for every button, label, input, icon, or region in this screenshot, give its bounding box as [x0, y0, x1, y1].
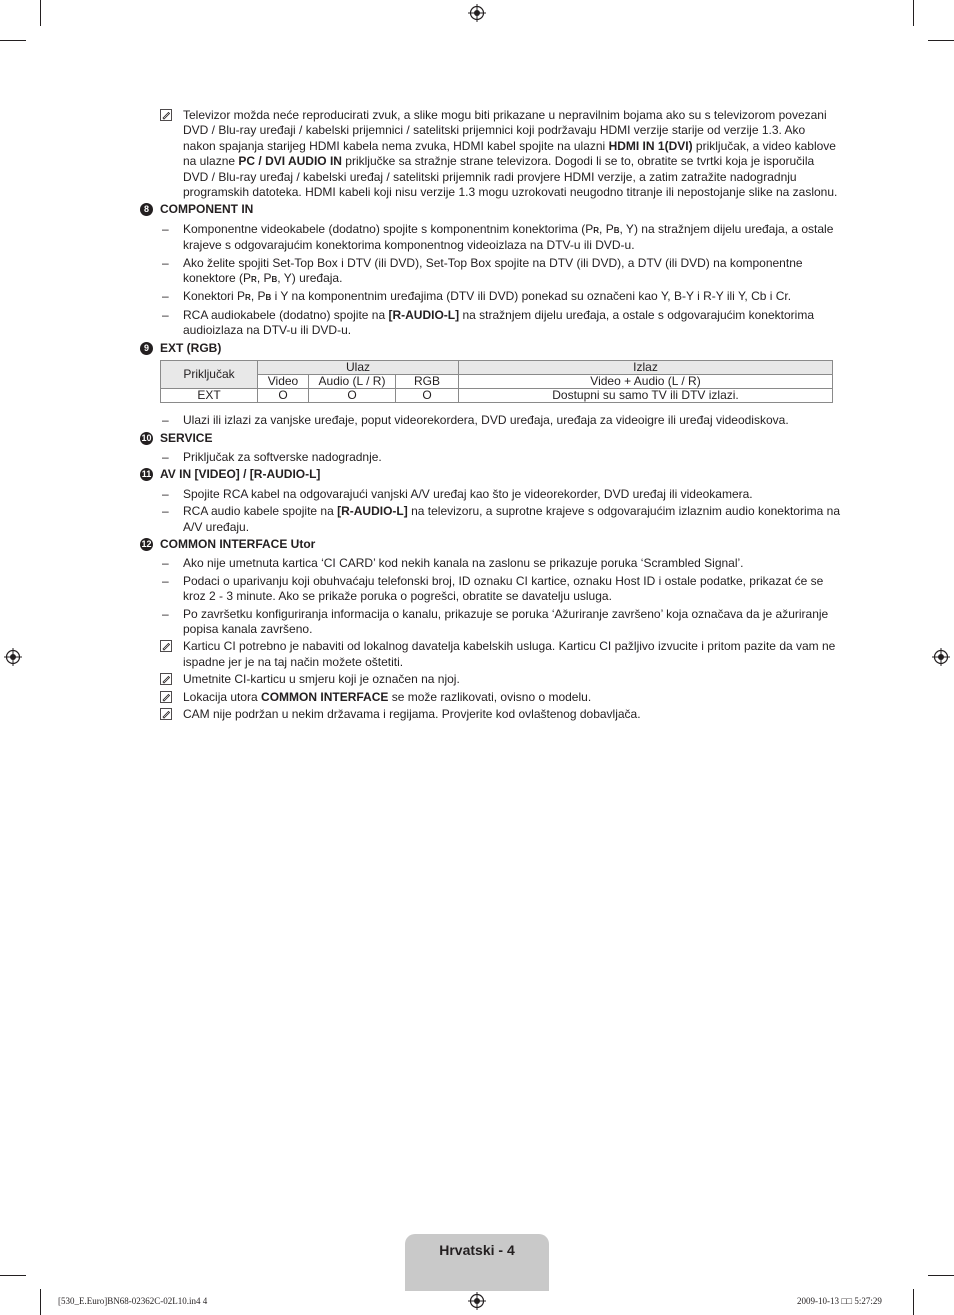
list-item: [140, 308, 840, 339]
crop-mark: [40, 1289, 41, 1315]
table-row: [161, 375, 833, 389]
text-run: RCA audiokabele (dodatno) spojite na: [183, 307, 389, 322]
section-heading: [140, 202, 840, 217]
item-text: [183, 690, 591, 704]
text-run: Komponentne videokabele (dodatno) spojite s komponentnim konektorima (P: [183, 221, 594, 236]
ext-rgb-table: [160, 360, 833, 403]
section-title: COMMON INTERFACE Utor: [160, 536, 316, 551]
section-number-icon: 11: [141, 469, 152, 480]
note-icon: [160, 109, 172, 121]
text-run: , P: [256, 271, 272, 286]
section-heading: [140, 431, 840, 446]
crop-mark: [40, 0, 41, 26]
table-cell: Video: [258, 375, 309, 389]
text-run: R: [251, 275, 257, 285]
item-text: [183, 574, 823, 603]
text-run: PC / DVI AUDIO IN: [238, 154, 342, 169]
list-item: [140, 487, 840, 502]
registration-mark-icon: [468, 1292, 486, 1310]
registration-mark-icon: [932, 648, 950, 666]
text-run: na stražnjem dijelu uređaja, a ostale s odgovarajućim konektorima audioizlaza na DTV-u ili DVD-u.: [183, 307, 814, 338]
text-run: B: [265, 293, 272, 303]
text-run: , P: [250, 289, 266, 304]
item-text: [183, 413, 789, 427]
dash-bullet-icon: –: [162, 221, 169, 236]
table-row: [161, 361, 833, 375]
item-text: [183, 222, 833, 252]
dash-bullet-icon: –: [162, 289, 169, 304]
list-item: [140, 222, 840, 254]
crop-mark: [0, 1275, 26, 1276]
table-cell: O: [258, 389, 309, 403]
item-text: [183, 450, 382, 464]
item-text: [183, 672, 460, 686]
list-item: [140, 256, 840, 288]
text-run: B: [613, 225, 620, 235]
dash-bullet-icon: –: [162, 307, 169, 322]
crop-mark: [928, 1275, 954, 1276]
note-icon: [160, 640, 172, 652]
item-text: [183, 256, 803, 285]
item-text: [183, 308, 814, 337]
text-run: , Y) na stražnjem dijelu uređaja, a ostale krajeve s odgovarajućim konektorima komponentnog videoizlaza na DTV-u ili DVD-u.: [183, 221, 834, 253]
table-cell: O: [396, 389, 459, 403]
section-number-icon: 8: [140, 203, 153, 216]
text-run: Lokacija utora: [183, 689, 262, 704]
text-run: HDMI IN 1(DVI): [608, 138, 693, 153]
section-number-icon: 12: [141, 538, 152, 549]
section-title: COMPONENT IN: [160, 202, 254, 217]
section-heading: [140, 537, 840, 552]
manual-content: [140, 108, 840, 724]
sections-list: [140, 202, 840, 722]
item-text: [183, 504, 840, 533]
dash-bullet-icon: –: [162, 413, 169, 428]
text-run: Konektori P: [183, 289, 246, 304]
crop-mark: [913, 1289, 914, 1315]
text-run: priključke sa stražnje strane televizora. Dogodi li se to, obratite se tvrtki koja je isporučila DVD / Blu-ray uređaj / kabelski uređaj / satelitski prijemnik radi provjere HDMI verzije, a zatim zatražite nadogradnju programskih datoteka. HDMI kabeli koji nisu verzije 1.3 mogu uzrokovati neugodno titranje ili nepostojanje slike na zaslonu.: [183, 154, 838, 200]
list-item: [140, 289, 840, 305]
text-run: Karticu CI potrebno je nabaviti od lokalnog davatelja kabelskih usluga. Karticu CI pažljivo izvucite i pritom pazite da vam ne ispadne jer je na taj način možete oštetiti.: [183, 639, 836, 669]
dash-bullet-icon: –: [162, 606, 169, 621]
item-text: [183, 556, 744, 570]
table-cell: Priključak: [161, 361, 258, 389]
note-item: [140, 639, 840, 670]
text-run: R: [593, 225, 600, 235]
list-item: [140, 450, 840, 465]
text-run: i Y na komponentnim uređajima (DTV ili DVD) ponekad su označeni kao Y, B-Y i R-Y ili Y, Cb i Cr.: [271, 289, 792, 304]
registration-mark-icon: [468, 4, 486, 22]
list-item: [140, 413, 840, 428]
crop-mark: [0, 40, 26, 41]
print-slug-right: 2009-10-13 □□ 5:27:29: [797, 1296, 882, 1306]
table-cell: Izlaz: [459, 361, 833, 375]
section-heading: [140, 467, 840, 482]
text-run: priključak, a video kablove na ulazne: [183, 138, 836, 169]
item-text: [183, 707, 641, 721]
text-run: Televizor možda neće reproducirati zvuk, a slike mogu biti prikazane u nepravilnim bojama ako su s televizorom povezani DVD / Blu-ray uređaji / kabelski prijemnici / satelitski prijemnici koji podržavaju HDMI verzije starije od verzije 1.3. Ako nakon spajanja starijeg HDMI kabela nema zvuka, HDMI kabel spojite na ulazni: [183, 108, 827, 153]
note-icon: [160, 691, 172, 703]
table-cell: O: [309, 389, 396, 403]
dash-bullet-icon: –: [162, 449, 169, 464]
note-item: [140, 672, 840, 687]
dash-bullet-icon: –: [162, 504, 169, 519]
text-run: CAM nije podržan u nekim državama i regijama. Provjerite kod ovlaštenog dobavljača.: [183, 707, 641, 721]
text-run: , Y) uređaja.: [277, 271, 343, 286]
text-run: Po završetku konfiguriranja informacija o kanalu, prikazuje se poruka ‘Ažuriranje završeno’ koja označava da je ažuriranje popisa kanala završeno.: [183, 606, 829, 636]
item-text: [183, 289, 791, 303]
print-slug-left: [530_E.Euro]BN68-02362C-02L10.in4 4: [58, 1296, 208, 1306]
crop-mark: [913, 0, 914, 26]
text-run: [R-AUDIO-L]: [388, 307, 460, 322]
dash-bullet-icon: –: [162, 255, 169, 270]
table-row: [161, 389, 833, 403]
text-run: se može razlikovati, ovisno o modelu.: [388, 689, 592, 704]
text-run: R: [245, 293, 251, 303]
note-icon: [160, 708, 172, 720]
dash-bullet-icon: –: [162, 486, 169, 501]
item-text: [183, 607, 828, 636]
page-label: Hrvatski - 4: [439, 1242, 515, 1258]
dash-bullet-icon: –: [162, 556, 169, 571]
table-cell: RGB: [396, 375, 459, 389]
table-cell: Dostupni su samo TV ili DTV izlazi.: [459, 389, 833, 403]
note-icon: [160, 673, 172, 685]
list-item: [140, 556, 840, 571]
section-title: SERVICE: [160, 430, 213, 445]
item-text: [183, 639, 835, 668]
text-run: RCA audio kabele spojite na: [183, 504, 338, 519]
text-run: B: [271, 275, 278, 285]
crop-mark: [928, 40, 954, 41]
text-run: , P: [599, 221, 614, 236]
text-run: Ako nije umetnuta kartica ‘CI CARD’ kod nekih kanala na zaslonu se prikazuje poruka ‘Scrambled Signal’.: [183, 556, 744, 571]
section-title: AV IN [VIDEO] / [R-AUDIO-L]: [160, 467, 321, 482]
list-item: [140, 607, 840, 638]
dash-bullet-icon: –: [162, 573, 169, 588]
registration-mark-icon: [4, 648, 22, 666]
note-item: [140, 690, 840, 705]
section-title: EXT (RGB): [160, 340, 222, 355]
section-number-icon: 9: [140, 342, 153, 355]
text-run: [R-AUDIO-L]: [337, 504, 408, 519]
intro-note: [140, 108, 840, 200]
intro-note-text: [183, 108, 837, 199]
text-run: Ulazi ili izlazi za vanjske uređaje, poput videorekordera, DVD uređaja, uređaja za videoigre ili uređaj videodiskova.: [183, 413, 789, 428]
text-run: Ako želite spojiti Set-Top Box i DTV (ili DVD), Set-Top Box spojite na DTV (ili DVD), a DTV (ili DVD) na komponentne konektore (P: [183, 255, 803, 286]
list-item: [140, 574, 840, 605]
item-text: [183, 487, 753, 501]
list-item: [140, 504, 840, 535]
section-heading: [140, 341, 840, 356]
text-run: Umetnite CI-karticu u smjeru koji je označen na njoj.: [183, 672, 460, 687]
text-run: Spojite RCA kabel na odgovarajući vanjski A/V uređaj kao što je videorekorder, DVD uređaj ili videokamera.: [183, 486, 753, 501]
table-cell: Video + Audio (L / R): [459, 375, 833, 389]
text-run: Priključak za softverske nadogradnje.: [183, 449, 382, 464]
table-cell: EXT: [161, 389, 258, 403]
text-run: na televizoru, a suprotne krajeve s odgovarajućim izlaznim audio konektorima na A/V uređaju.: [183, 504, 840, 534]
text-run: Podaci o uparivanju koji obuhvaćaju telefonski broj, ID oznaku CI kartice, oznaku Host ID i ostale podatke, prikazat će se kroz 2 - 3 minute. Ako se prikaže poruka o pogrešci, obratite se davatelju usluga.: [183, 573, 824, 604]
table-cell: Audio (L / R): [309, 375, 396, 389]
text-run: COMMON INTERFACE: [261, 689, 389, 704]
table-cell: Ulaz: [258, 361, 459, 375]
section-number-icon: 10: [141, 432, 152, 443]
note-item: [140, 707, 840, 722]
